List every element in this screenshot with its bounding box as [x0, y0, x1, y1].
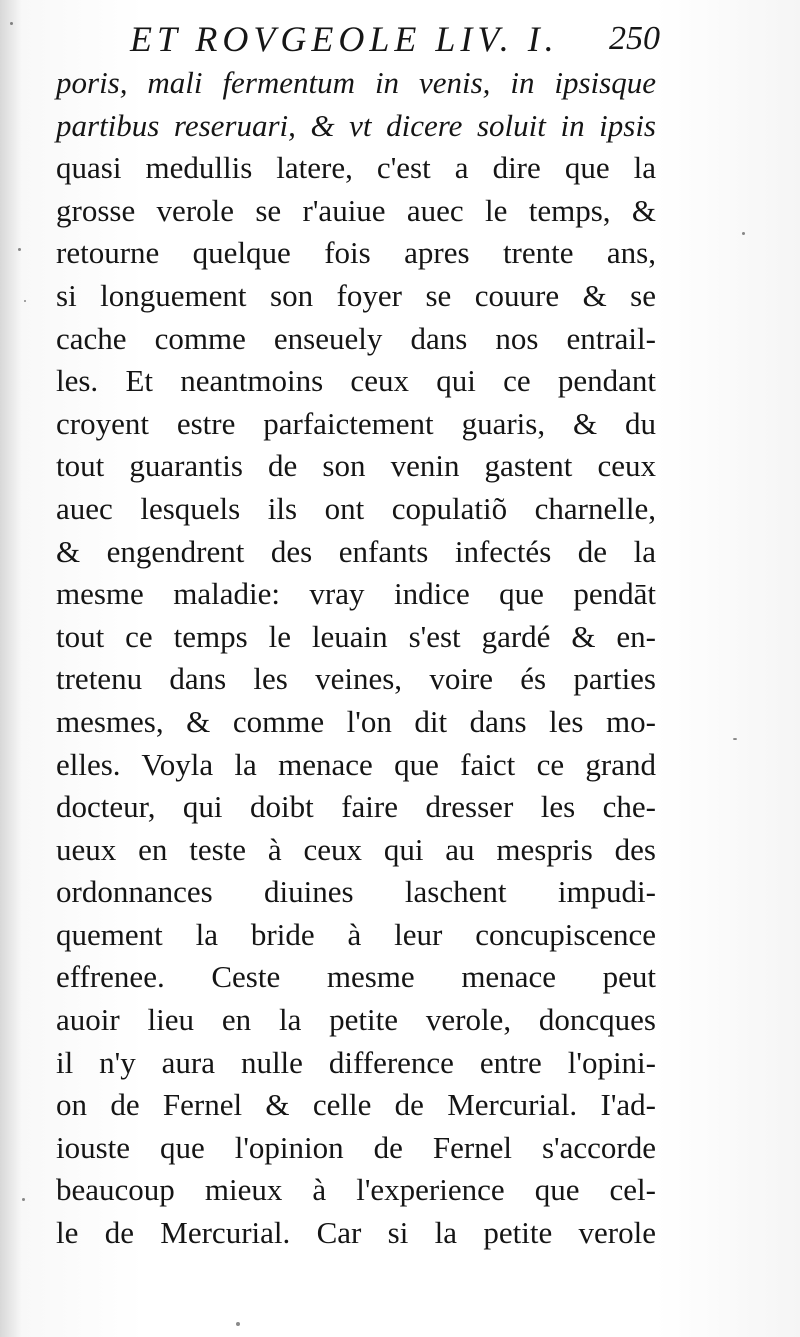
- text-line: tretenu dans les veines, voire és parties: [56, 661, 656, 697]
- text-line: & engendrent des enfants infectés de la: [56, 533, 656, 569]
- text-line: poris, mali fermentum in venis, in ipsisque: [56, 65, 656, 100]
- ink-speck: [18, 248, 21, 251]
- page-number: 250: [609, 20, 660, 57]
- page-header: [130, 14, 660, 64]
- text-line: tout ce temps le leuain s'est gardé & en-: [56, 618, 656, 654]
- text-line: croyent estre parfaictement guaris, & du: [56, 405, 656, 441]
- text-line: docteur, qui doibt faire dresser les che-: [56, 789, 656, 825]
- text-line: quasi medullis latere, c'est a dire que la: [56, 150, 656, 186]
- text-line: iouste que l'opinion de Fernel s'accorde: [56, 1129, 656, 1165]
- ink-speck: [22, 1198, 25, 1201]
- text-line: il n'y aura nulle difference entre l'opini-: [56, 1044, 656, 1080]
- text-line: les. Et neantmoins ceux qui ce pendant: [56, 363, 656, 399]
- text-line: partibus reseruari, & vt dicere soluit in ipsis: [56, 107, 656, 143]
- text-line: effrenee. Ceste mesme menace peut: [56, 959, 656, 995]
- ink-speck: [733, 738, 737, 740]
- text-line: tout guarantis de son venin gastent ceux: [56, 448, 656, 484]
- text-line: auoir lieu en la petite verole, doncques: [56, 1002, 656, 1038]
- text-line: si longuement son foyer se couure & se: [56, 277, 656, 313]
- text-line: retourne quelque fois apres trente ans,: [56, 235, 656, 271]
- text-line: cache comme enseuely dans nos entrail-: [56, 320, 656, 356]
- text-line: grosse verole se r'auiue auec le temps, &: [56, 192, 656, 228]
- body-text: [56, 62, 656, 1255]
- text-line: ueux en teste à ceux qui au mespris des: [56, 831, 656, 867]
- text-line: mesme maladie: vray indice que pendāt: [56, 576, 656, 612]
- text-line: ordonnances diuines laschent impudi-: [56, 874, 656, 910]
- ink-speck: [742, 232, 745, 235]
- ink-speck: [24, 300, 26, 302]
- text-line: on de Fernel & celle de Mercurial. I'ad-: [56, 1087, 656, 1123]
- text-line: le de Mercurial. Car si la petite verole: [56, 1215, 656, 1251]
- text-line: quement la bride à leur concupiscence: [56, 916, 656, 952]
- ink-speck: [10, 22, 13, 25]
- running-title: ET ROVGEOLE LIV. I.: [130, 19, 559, 59]
- text-line: mesmes, & comme l'on dit dans les mo-: [56, 703, 656, 739]
- text-line: beaucoup mieux à l'experience que cel-: [56, 1172, 656, 1208]
- ink-speck: [236, 1322, 240, 1326]
- text-line: auec lesquels ils ont copulatiõ charnelle,: [56, 490, 656, 526]
- text-line: elles. Voyla la menace que faict ce grand: [56, 746, 656, 782]
- gutter-shadow: [0, 0, 22, 1337]
